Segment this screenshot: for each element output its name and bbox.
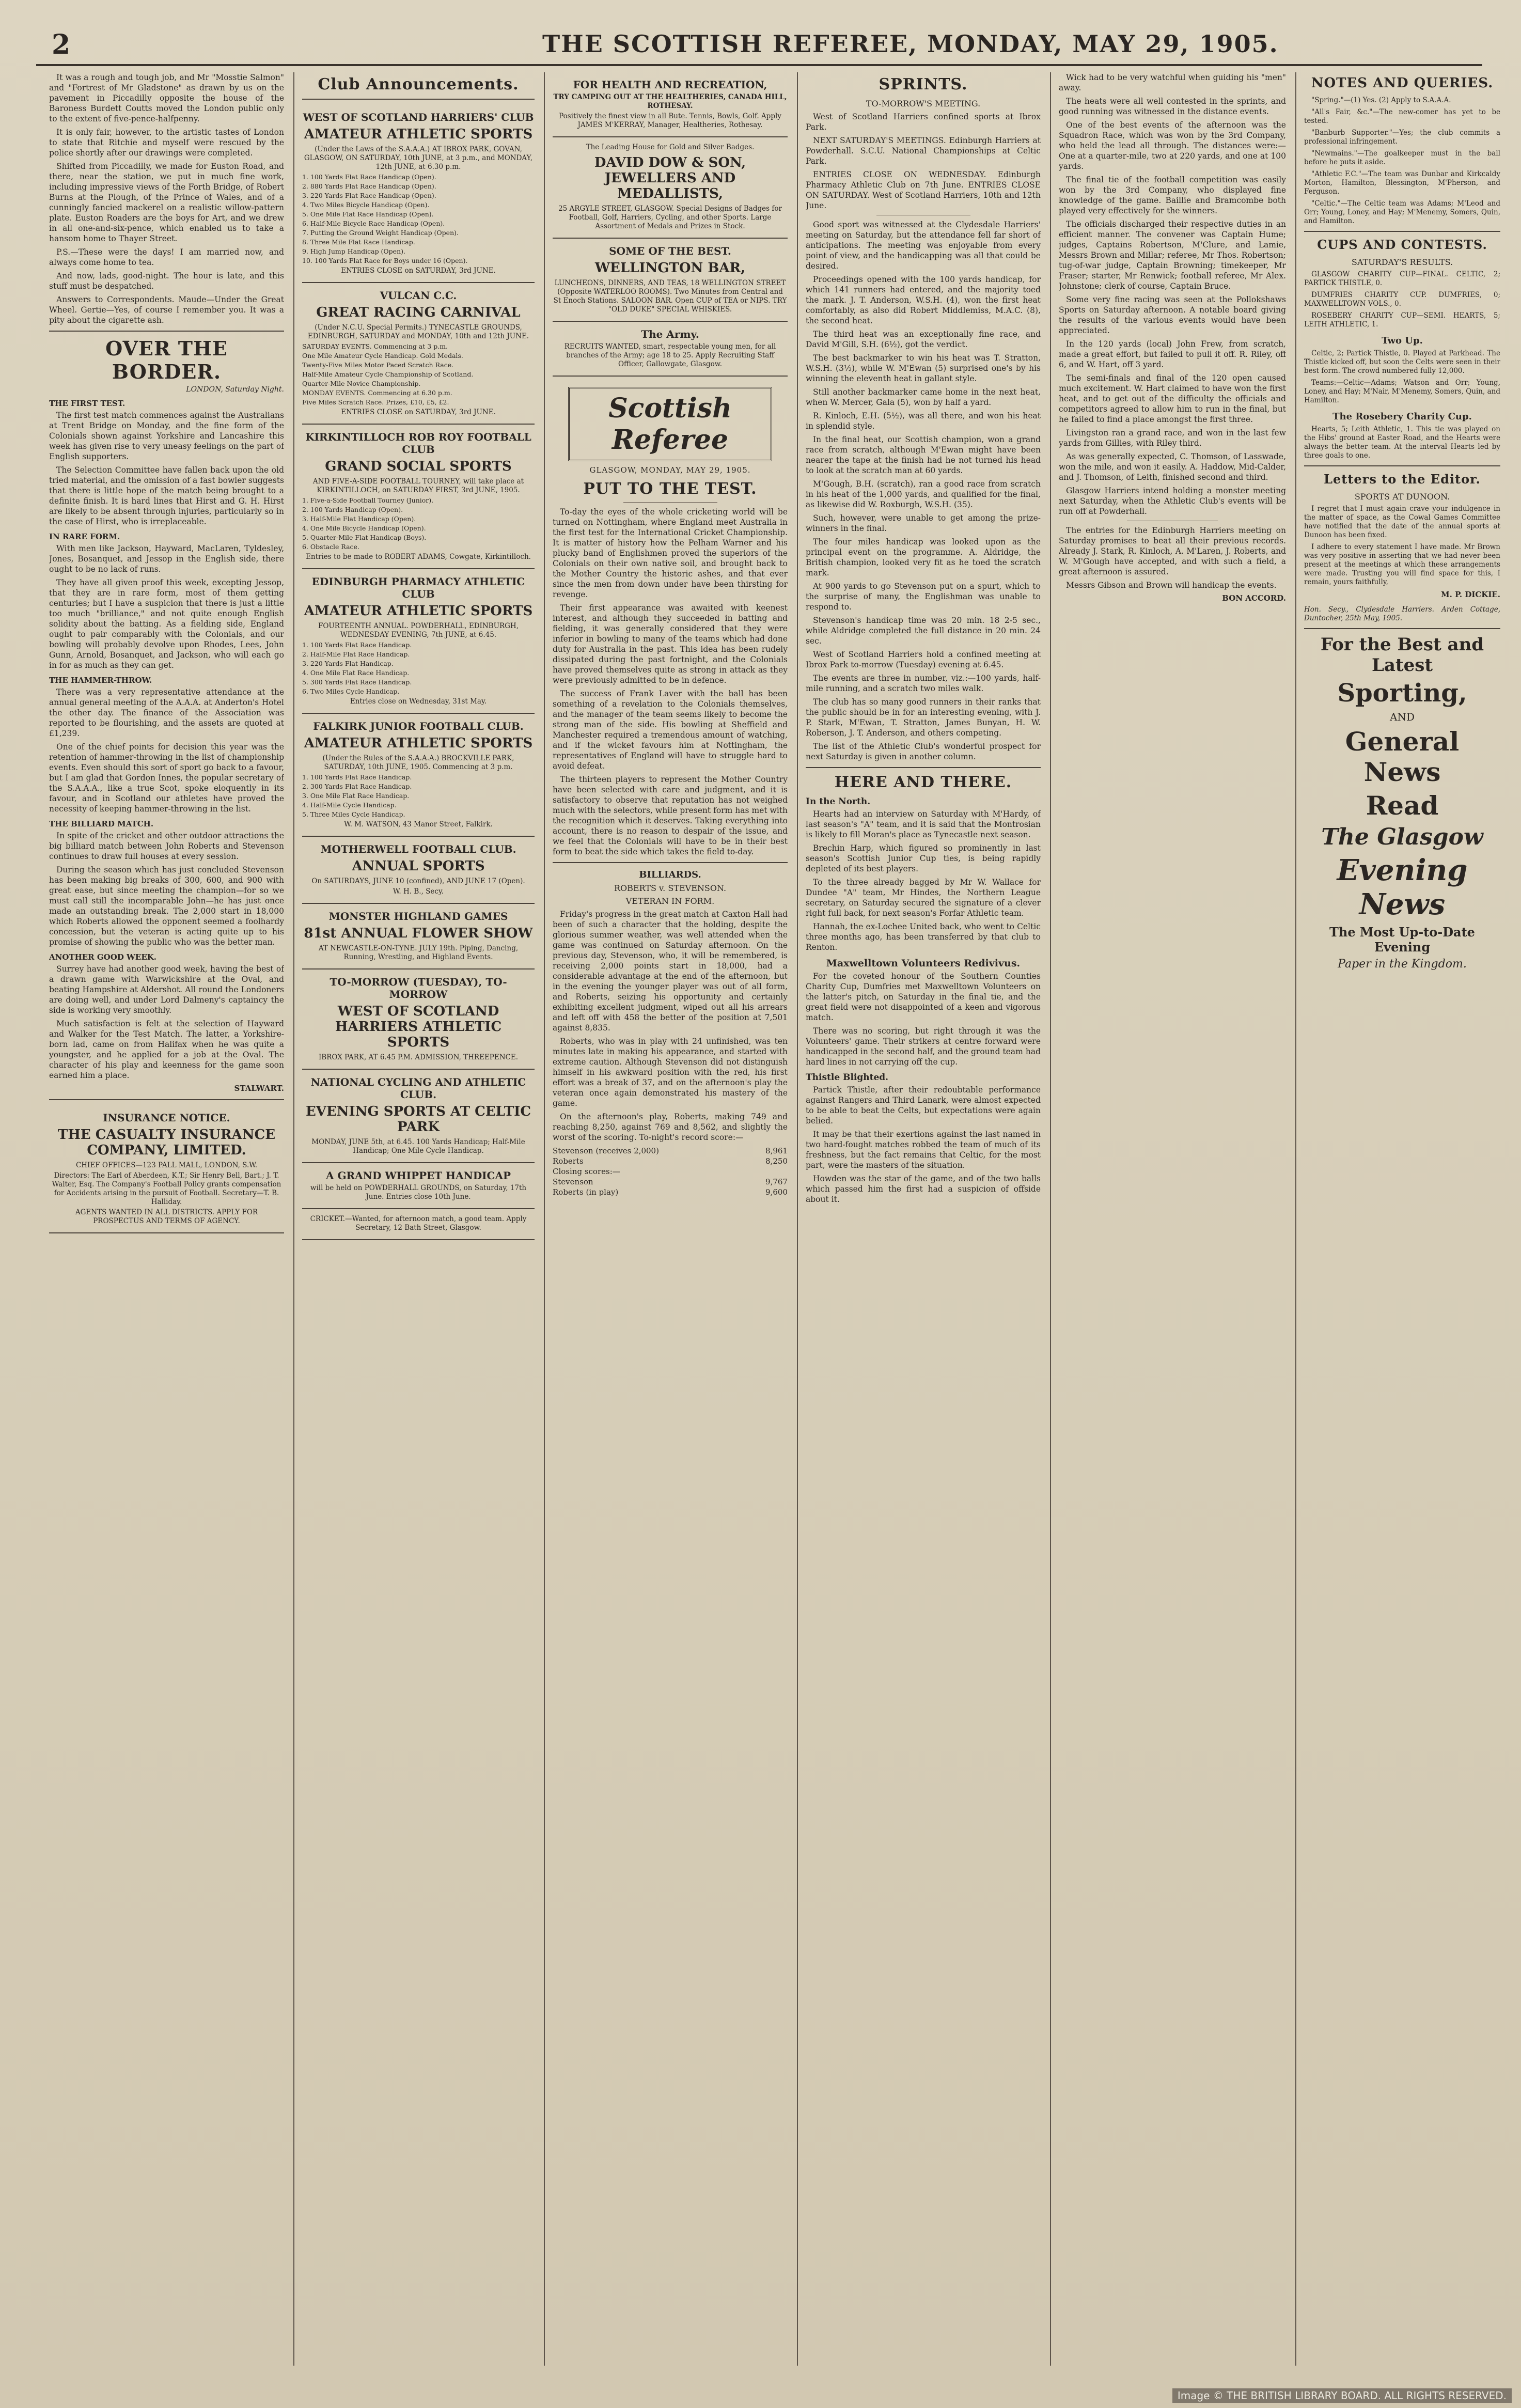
- ad-body: MONDAY, JUNE 5th, at 6.45. 100 Yards Handicap; Half-Mile Handicap; One Mile Cycle Handicap.: [311, 1138, 525, 1155]
- promo-line: For the Best and Latest: [1320, 634, 1484, 676]
- advertisement: [553, 322, 788, 377]
- article-paragraph: GLASGOW CHARITY CUP—FINAL. CELTIC, 2; PARTICK THISTLE, 0.: [1304, 270, 1500, 287]
- ad-heading: NATIONAL CYCLING AND ATHLETIC CLUB.: [310, 1076, 526, 1101]
- subheading: ANOTHER GOOD WEEK.: [49, 952, 157, 962]
- ad-title: GRAND SOCIAL SPORTS: [325, 459, 512, 474]
- score-player: Stevenson (receives 2,000): [553, 1146, 659, 1155]
- score-value: 9,767: [765, 1177, 788, 1186]
- article-paragraph: The semi-finals and final of the 120 open caused much excitement. W. Hart claimed to have won the first heat, and to get out of the difficulty the officials and competitors agreed to allow him to run in the final, but he failed to find a place amongst the first three.: [1059, 373, 1286, 424]
- column-rule: [544, 72, 545, 2366]
- article-paragraph: Glasgow Harriers intend holding a monster meeting next Saturday, when the Athletic Club's events will be run off at Powderhall.: [1059, 486, 1286, 516]
- column-rule: [797, 72, 798, 2366]
- article-paragraph: Hearts, 5; Leith Athletic, 1. This tie was played on the Hibs' ground at Easter Road, and the Hearts were always the better team. At the interval Hearts led by three goals to one.: [1304, 425, 1500, 460]
- article-paragraph: Surrey have had another good week, having the best of a drawn game with Warwickshire at the Oval, and beating Hampshire at Aldershot. All round the Londoners are doing well, and under Lord Dalmeny's captaincy the side is working very smoothly.: [49, 964, 284, 1015]
- divider: [623, 502, 717, 503]
- event-list-item: Five Miles Scratch Race. Prizes, £10, £5, £2.: [302, 398, 449, 406]
- event-list-item: One Mile Amateur Cycle Handicap. Gold Medals.: [302, 352, 463, 359]
- article-paragraph: To the three already bagged by Mr W. Wallace for Dundee "A" team, Mr Hindes, the Northern League secretary, on Saturday secured the signature of a clever right full back, for next season's Forfar Athletic team.: [806, 878, 1041, 918]
- ad-body: IBROX PARK, AT 6.45 P.M. ADMISSION, THREEPENCE.: [318, 1053, 519, 1061]
- article-paragraph: In the 120 yards (local) John Frew, from scratch, made a great effort, but failed to pull it off. R. Riley, off 6, and W. Hart, off 3 yard.: [1059, 339, 1286, 369]
- article-paragraph: Hearts had an interview on Saturday with M'Hardy, of last season's "A" team, and it is said that the Montrosian is likely to fill Moran's place as Tynecastle next season.: [806, 809, 1041, 839]
- ad-title: 81st ANNUAL FLOWER SHOW: [304, 926, 533, 941]
- article-paragraph: It may be that their exertions against the last named in two hard-fought matches robbed the team of much of its freshness, but the fact remains that Celtic, for the most part, were the masters of the situation.: [806, 1130, 1041, 1170]
- section-title: BILLIARDS.: [639, 869, 701, 880]
- ad-heading: MOTHERWELL FOOTBALL CLUB.: [320, 843, 516, 855]
- article-paragraph: The final tie of the football competition was easily won by the 3rd Company, who displayed fine knowledge of the game. Baillie and Bramcombe both played very effectively for the winners.: [1059, 175, 1286, 215]
- score-value: 8,961: [765, 1146, 788, 1155]
- subheading: SATURDAY'S RESULTS.: [1351, 257, 1453, 267]
- ad-footer: Entries close on Wednesday, 31st May.: [350, 697, 487, 706]
- article-paragraph: Brechin Harp, which figured so prominently in last season's Scottish Junior Cup ties, is being rapidly depleted of its best players.: [806, 843, 1041, 873]
- divider: [49, 1099, 284, 1100]
- event-list-item: 5. One Mile Flat Race Handicap (Open).: [302, 210, 434, 218]
- article-paragraph: They have all given proof this week, excepting Jessop, that they are in rare form, most of them getting centuries; but I have a suspicion that there is just a little too much "brilliance," and not quite enough English solidity about the batting. As a fielding side, England ought to pair comparably with the Colonials, and our bowling will probably devolve upon Rhodes, Lees, John Gunn, Arnold, Bosanquet, and Jackson, who will each go in for as much as they can get.: [49, 578, 284, 670]
- event-list-item: 2. 300 Yards Flat Race Handicap.: [302, 783, 412, 790]
- article-paragraph: The list of the Athletic Club's wonderful prospect for next Saturday is given in another column.: [806, 742, 1041, 761]
- event-list-item: 5. Three Miles Cycle Handicap.: [302, 810, 405, 818]
- article-paragraph: The entries for the Edinburgh Harriers meeting on Saturday promises to beat all their previous records. Already J. Stark, R. Kinloch, A. M'Laren, J. Roberts, and W. M'Gough have accepted, and with such a field, a great afternoon is assured.: [1059, 526, 1286, 576]
- subheading: THE HAMMER-THROW.: [49, 676, 152, 685]
- article-paragraph: For the coveted honour of the Southern Counties Charity Cup, Dumfries met Maxwelltown Volunteers on the latter's pitch, on Saturday in the final tie, and the great field were not disappointed of a keen and vigorous match.: [806, 972, 1041, 1022]
- club-announcement: [302, 105, 535, 283]
- match-report: [1304, 349, 1500, 405]
- subheading: THE BILLIARD MATCH.: [49, 819, 154, 828]
- article-paragraph: Hannah, the ex-Lochee United back, who went to Celtic three months ago, has been transferred by that club to Renton.: [806, 922, 1041, 952]
- ad-footer: W. H. B., Secy.: [393, 887, 444, 896]
- section-title: Letters to the Editor.: [1324, 472, 1481, 487]
- advertisement: [553, 72, 788, 137]
- event-list-item: 6. Two Miles Cycle Handicap.: [302, 687, 400, 695]
- dateline: LONDON, Saturday Night.: [186, 385, 284, 394]
- article-paragraph: Shifted from Piccadilly, we made for Euston Road, and there, near the station, we put in much fine work, including impressive views of the Forth Bridge, of Robert Burns at the Plough, of the Prince of Wales, and of a cunningly fancied mackerel on a realistic willow-pattern plate. Euston Roaders are the boys for Art, and we drew in all one-and-six-pence, which enabled us to take a hansom home to Thayer Street.: [49, 162, 284, 243]
- score-row: [553, 1187, 788, 1197]
- event-list-item: 1. Five-a-Side Football Tourney (Junior).: [302, 496, 434, 504]
- ad-body: (Under N.C.U. Special Permits.) TYNECASTLE GROUNDS, EDINBURGH, SATURDAY and MONDAY, 10th and 12th JUNE.: [307, 323, 529, 340]
- page-number: 2: [52, 29, 71, 60]
- ad-footer: W. M. WATSON, 43 Manor Street, Falkirk.: [344, 820, 493, 828]
- event-list-item: 2. 100 Yards Handicap (Open).: [302, 506, 403, 513]
- event-list-item: 6. Obstacle Race.: [302, 543, 359, 551]
- maxwelltown-report: [806, 971, 1041, 1067]
- promo-line: The Glasgow: [1321, 824, 1483, 850]
- evening-news-promo: [1304, 634, 1500, 971]
- club-announcement: [302, 283, 535, 425]
- ad-heading: EDINBURGH PHARMACY ATHLETIC CLUB: [311, 575, 525, 600]
- article-paragraph: The best backmarker to win his heat was T. Stratton, W.S.H. (3½), while W. M'Ewan (5) surprised one's by his winning the eleventh heat in gallant style.: [806, 353, 1041, 383]
- ad-heading: SOME OF THE BEST.: [609, 245, 731, 257]
- article-paragraph: The club has so many good runners in their ranks that the public should be in for an interesting evening, with J. P. Stark, M'Ewan, T. Stratton, James Bunyan, H. W. Roberson, J. T. Anderson, and others competing.: [806, 697, 1041, 738]
- article-paragraph: I adhere to every statement I have made. Mr Brown was very positive in asserting that we had never been present at the meetings at which these arrangements were made. Trusting you will find space for this, I remain, yours faithfully,: [1304, 543, 1500, 586]
- ad-footer: ENTRIES CLOSE on SATURDAY, 3rd JUNE.: [341, 408, 496, 416]
- ad-footer: ENTRIES CLOSE on SATURDAY, 3rd JUNE.: [341, 267, 496, 275]
- score-table: [553, 1146, 788, 1197]
- divider: [1304, 231, 1500, 232]
- masthead-rule: [36, 64, 1482, 66]
- event-list-item: 4. One Mile Flat Race Handicap.: [302, 669, 410, 677]
- column-2: [302, 72, 535, 2366]
- score-row: [553, 1156, 788, 1166]
- club-announcement: [302, 1163, 535, 1209]
- masthead-logo: [568, 387, 772, 461]
- ad-heading: MONSTER HIGHLAND GAMES: [328, 910, 508, 922]
- image-credit: Image © THE BRITISH LIBRARY BOARD. ALL RIGHTS RESERVED.: [1172, 2388, 1512, 2403]
- event-list-item: 1. 100 Yards Flat Race Handicap.: [302, 641, 412, 649]
- promo-line: AND: [1390, 711, 1415, 723]
- divider: [302, 99, 535, 100]
- ad-title: AMATEUR ATHLETIC SPORTS: [304, 736, 533, 751]
- event-list-item: SATURDAY EVENTS. Commencing at 3 p.m.: [302, 342, 448, 350]
- divider: [553, 862, 788, 863]
- section-title: OVER THE BORDER.: [105, 337, 228, 383]
- advertisement: [553, 239, 788, 322]
- ad-body: LUNCHEONS, DINNERS, AND TEAS, 18 WELLINGTON STREET (Opposite WATERLOO ROOMS). Two Minutes from Central and St Enoch Stations. SALOON BAR. Open CUP of TEA or NIPS. TRY "OLD DUKE" SPECIAL WHISKIES.: [553, 279, 787, 314]
- article-paragraph: Still another backmarker came home in the next heat, when W. Mercer, Gala (5), won by half a yard.: [806, 387, 1041, 407]
- club-announcement: [302, 569, 535, 714]
- ad-body: 25 ARGYLE STREET, GLASGOW. Special Designs of Badges for Football, Golf, Harriers, Cycling, and other Sports. Large Assortment of Medals and Prizes in Stock.: [558, 205, 782, 230]
- article-paragraph: And now, lads, good-night. The hour is late, and this stuff must be despatched.: [49, 271, 284, 291]
- article-paragraph: West of Scotland Harriers confined sports at Ibrox Park.: [806, 112, 1041, 132]
- match-report: [1304, 425, 1500, 460]
- results-list: [1304, 270, 1500, 329]
- article-paragraph: M'Gough, B.H. (scratch), ran a good race from scratch in his heat of the 1,000 yards, and qualified for the final, as likewise did W. Roxburgh, W.S.H. (35).: [806, 479, 1041, 509]
- sports-report: [1059, 72, 1286, 517]
- article-paragraph: One of the chief points for decision this year was the retention of hammer-throwing in the list of championship events. Even should this sort of sport go back to a favour, but I am glad that Gordon Innes, the popular secretary of the S.A.A.A., like a true Scot, spoke eloquently in its favour, and in Scotland our athletes have proved the necessity of keeping hammer-throwing in the list.: [49, 742, 284, 814]
- event-list-item: 3. 220 Yards Flat Handicap.: [302, 660, 394, 667]
- promo-line: Sporting,: [1337, 679, 1467, 708]
- masthead: [36, 25, 1482, 61]
- article-paragraph: "Spring."—(1) Yes. (2) Apply to S.A.A.A.: [1311, 96, 1451, 104]
- ad-heading: FOR HEALTH AND RECREATION,: [573, 79, 767, 91]
- ad-footer: AGENTS WANTED IN ALL DISTRICTS. APPLY FOR PROSPECTUS AND TERMS OF AGENCY.: [75, 1208, 258, 1225]
- ad-body: FOURTEENTH ANNUAL. POWDERHALL, EDINBURGH, WEDNESDAY EVENING, 7th JUNE, at 6.45.: [318, 622, 519, 639]
- column-3: [553, 72, 788, 2366]
- subheading: IN RARE FORM.: [49, 532, 120, 541]
- divider: [49, 331, 284, 332]
- event-list-item: 8. Three Mile Flat Race Handicap.: [302, 238, 415, 246]
- subheading: SPORTS AT DUNOON.: [1354, 492, 1450, 502]
- insurance-notice: [49, 1105, 284, 1233]
- divider: [1304, 628, 1500, 629]
- column-4: [806, 72, 1041, 2366]
- divider: [806, 767, 1041, 768]
- ad-body: (Under the Laws of the S.A.A.A.) AT IBROX PARK, GOVAN, GLASGOW, ON SATURDAY, 10th JUNE, at 3 p.m., and MONDAY, 12th JUNE, at 6.30 p.m.: [304, 145, 533, 171]
- ad-heading: FALKIRK JUNIOR FOOTBALL CLUB.: [313, 720, 524, 732]
- ad-body: will be held on POWDERHALL GROUNDS, on Saturday, 17th June. Entries close 10th June.: [310, 1184, 527, 1201]
- ad-title: EVENING SPORTS AT CELTIC PARK: [305, 1104, 531, 1135]
- score-row: [553, 1146, 788, 1156]
- article-paragraph: Some very fine racing was seen at the Pollokshaws Sports on Saturday afternoon. A notable board giving the results of the various events would have been appreciated.: [1059, 295, 1286, 335]
- event-list-item: 10. 100 Yards Flat Race for Boys under 16 (Open).: [302, 257, 468, 264]
- subheading: In the North.: [806, 796, 871, 807]
- article-paragraph: The thirteen players to represent the Mother Country have been selected with care and judgment, and it is satisfactory to observe that reputation has not weighed much with the selectors, while present form has met with the recognition which it deserves. Taking everything into account, there is no reason to despair of the issue, and we feel that the Colonials will have to be in their best form to beat the side which takes the field to-day.: [553, 775, 788, 856]
- subheading: Two Up.: [1382, 335, 1423, 346]
- article-paragraph: P.S.—These were the days! I am married now, and always come home to tea.: [49, 247, 284, 267]
- article-paragraph: "Banburb Supporter."—Yes; the club commits a professional infringement.: [1304, 129, 1500, 146]
- club-announcements: [302, 105, 535, 1240]
- club-announcement: [302, 1070, 535, 1163]
- ad-title: ANNUAL SPORTS: [352, 858, 485, 874]
- article-paragraph: To-day the eyes of the whole cricketing world will be turned on Nottingham, where England meet Australia in the first test for the International Cricket Championship. It is matter of history how the Pelham Warner and his plucky band of Englishmen proved the superiors of the Colonials on their own native soil, and brought back to the Mother Country the historic ashes, and that ever since the men from down under have been thirsting for revenge.: [553, 507, 788, 599]
- score-player: Closing scores:—: [553, 1167, 620, 1176]
- event-list-item: 5. Quarter-Mile Flat Handicap (Boys).: [302, 534, 427, 541]
- letter-address: Hon. Secy., Clydesdale Harriers. Arden Cottage, Duntocher, 25th May, 1905.: [1304, 605, 1500, 622]
- ad-heading: INSURANCE NOTICE.: [103, 1112, 230, 1124]
- section-title: HERE AND THERE.: [834, 773, 1012, 791]
- article-paragraph: Their first appearance was awaited with keenest interest, and although they succeeded in batting and fielding, it was generally considered that they were inferior in bowling to many of the teams which had done duty for Australia in the past. This idea has been rudely dissipated during the past fortnight, and the Colonials have proved themselves quite as strong in attack as they were previously admitted to be in defence.: [553, 603, 788, 685]
- event-list-item: 1. 100 Yards Flat Race Handicap (Open).: [302, 173, 436, 181]
- divider: [1304, 465, 1500, 466]
- event-list-item: MONDAY EVENTS. Commencing at 6.30 p.m.: [302, 389, 452, 397]
- ad-body: RECRUITS WANTED, smart, respectable young men, for all branches of the Army; age 18 to 25. Apply Recruiting Staff Officer, Gallowgate, Glasgow.: [564, 342, 776, 368]
- north-report: [806, 809, 1041, 952]
- ad-body: CRICKET.—Wanted, for afternoon match, a good team. Apply Secretary, 12 Bath Street, Glasgow.: [310, 1215, 527, 1232]
- editorial-title: PUT TO THE TEST.: [583, 480, 757, 498]
- article-paragraph: I regret that I must again crave your indulgence in the matter of space, as the Cowal Games Committee have notified that the date of the annual sports at Dunoon has been fixed.: [1304, 505, 1500, 539]
- article-paragraph: In the final heat, our Scottish champion, won a grand race from scratch, although M'Ewan might have been nearer the tape at the finish had he not turned his head to look at the scratch man at 60 yards.: [806, 435, 1041, 475]
- article-paragraph: Wick had to be very watchful when guiding his "men" away.: [1059, 73, 1286, 92]
- event-list-item: 4. One Mile Bicycle Handicap (Open).: [302, 524, 426, 532]
- event-list-item: 5. 300 Yards Flat Race Handicap.: [302, 678, 412, 686]
- subheading: Thistle Blighted.: [806, 1072, 889, 1083]
- letter-signature: M. P. DICKIE.: [1441, 590, 1500, 599]
- club-announcement: [302, 837, 535, 904]
- club-announcement: [302, 1209, 535, 1240]
- article-paragraph: Messrs Gibson and Brown will handicap the events.: [1066, 581, 1277, 590]
- column-rule: [1050, 72, 1051, 2366]
- article-paragraph: The four miles handicap was looked upon as the principal event on the programme. A. Aldridge, the British champion, looked very fit as he toed the scratch mark.: [806, 537, 1041, 577]
- column-1: [49, 72, 284, 2366]
- article-paragraph: Howden was the star of the game, and of the two balls which passed him the first had a suspicion of offside about it.: [806, 1174, 1041, 1204]
- ad-body: Positively the finest view in all Bute. Tennis, Bowls, Golf. Apply JAMES M'KERRAY, Manager, Healtheries, Rothesay.: [559, 112, 781, 129]
- article-paragraph: The success of Frank Laver with the ball has been something of a revelation to the Colonials themselves, and the manager of the team seems likely to become the strong man of the side. His bowling at Sheffield and Manchester required a tremendous amount of watching, and if the wicket favours him at Nottingham, the representatives of England will have to struggle hard to avoid defeat.: [553, 689, 788, 771]
- thistle-report: [806, 1085, 1041, 1205]
- sports-report: [1059, 525, 1286, 590]
- article-paragraph: "Athletic F.C."—The team was Dunbar and Kirkcaldy Morton, Hamilton, Blessington, M'Pherson, and Ferguson.: [1304, 170, 1500, 196]
- article-paragraph: DUMFRIES CHARITY CUP. DUMFRIES, 0; MAXWELLTOWN VOLS., 0.: [1304, 291, 1500, 308]
- section-title: SPRINTS.: [879, 75, 968, 93]
- event-list-item: Half-Mile Amateur Cycle Championship of Scotland.: [302, 370, 474, 378]
- letter-body: [1304, 505, 1500, 587]
- column-rule: [1295, 72, 1296, 2366]
- ad-title: AMATEUR ATHLETIC SPORTS: [304, 603, 533, 619]
- score-row: [553, 1177, 788, 1187]
- article-paragraph: Roberts, who was in play with 24 unfinished, was ten minutes late in making his appearance, and started with extreme caution. Although Stevenson did not distinguish himself in his awkward position with the red, his first effort was a break of 37, and on the afternoon's play the veteran once again demonstrated his mastery of the game.: [553, 1037, 788, 1108]
- promo-line: Evening News: [1337, 853, 1468, 921]
- article-paragraph: R. Kinloch, E.H. (5½), was all there, and won his heat in splendid style.: [806, 411, 1041, 431]
- article-paragraph: Good sport was witnessed at the Clydesdale Harriers' meeting on Saturday, but the attendance fell far short of anticipations. The meeting was enjoyable from every point of view, and the handicapping was all that could be desired.: [806, 220, 1041, 271]
- article-paragraph: ENTRIES CLOSE ON WEDNESDAY. Edinburgh Pharmacy Athletic Club on 7th June. ENTRIES CLOSE ON SATURDAY. West of Scotland Harriers, 10th and 12th June.: [806, 170, 1041, 210]
- ad-heading: KIRKINTILLOCH ROB ROY FOOTBALL CLUB: [305, 431, 531, 456]
- score-player: Stevenson: [553, 1177, 593, 1186]
- score-player: Roberts (in play): [553, 1187, 619, 1197]
- ad-heading: The Army.: [641, 328, 699, 340]
- dateline: GLASGOW, MONDAY, MAY 29, 1905.: [589, 465, 751, 475]
- article-paragraph: "Newmains."—The goalkeeper must in the ball before he puts it aside.: [1304, 149, 1500, 166]
- article-paragraph: NEXT SATURDAY'S MEETINGS. Edinburgh Harriers at Powderhall. S.C.U. National Championships at Celtic Park.: [806, 136, 1041, 166]
- section-title: NOTES AND QUERIES.: [1311, 75, 1494, 91]
- event-list-item: 3. One Mile Flat Race Handicap.: [302, 792, 410, 800]
- section-title: Club Announcements.: [318, 75, 519, 93]
- article-paragraph: "Celtic."—The Celtic team was Adams; M'Leod and Orr; Young, Loney, and Hay; M'Menemy, Somers, Quin, and Hamilton.: [1304, 199, 1500, 225]
- club-announcement: [302, 904, 535, 970]
- article-paragraph: Friday's progress in the great match at Caxton Hall had been of such a character that the holding, despite the glorious summer weather, was well attended when the game was continued on Saturday afternoon. On the previous day, Stevenson, who, it will be remembered, is receiving 2,000 points start in 18,000, had a considerable advantage at the end of the afternoon, but in the evening the younger player was out of all form, and Roberts, seizing his opportunity and certainly exhibiting excellent judgment, wiped out all his arrears and left off with 458 the better of the position at 7,501 against 8,835.: [553, 910, 788, 1033]
- article-paragraph: "All's Fair, &c."—The new-comer has yet to be tested.: [1304, 108, 1500, 125]
- subheading: Maxwelltown Volunteers Redivivus.: [826, 958, 1021, 969]
- article-paragraph: With men like Jackson, Hayward, MacLaren, Tyldesley, Jones, Bosanquet, and Jessop in the English side, there ought to be no lack of runs.: [49, 544, 284, 574]
- article-paragraph: Such, however, were unable to get among the prize-winners in the final.: [806, 513, 1041, 533]
- event-list-item: 7. Putting the Ground Weight Handicap (Open).: [302, 229, 459, 237]
- article-paragraph: Answers to Correspondents. Maude—Under the Great Wheel. Gertie—Yes, of course I remember you. It was a pity about the cigarette ash.: [49, 295, 284, 325]
- column-6: [1304, 72, 1500, 2366]
- event-list-item: 3. Half-Mile Flat Handicap (Open).: [302, 515, 416, 523]
- article-paragraph: In spite of the cricket and other outdoor attractions the big billiard match between John Roberts and Stevenson continues to draw full houses at every session.: [49, 831, 284, 861]
- event-list-item: 9. High Jump Handicap (Open).: [302, 247, 405, 255]
- masthead-title: THE SCOTTISH REFEREE, MONDAY, MAY 29, 1905.: [542, 30, 1279, 58]
- ad-company: THE CASUALTY INSURANCE COMPANY, LIMITED.: [57, 1127, 276, 1158]
- column-5: [1059, 72, 1286, 2366]
- event-list-item: 4. Half-Mile Cycle Handicap.: [302, 801, 397, 809]
- article-paragraph: The heats were all well contested in the sprints, and good running was witnessed in the distance events.: [1059, 97, 1286, 116]
- ad-title: AMATEUR ATHLETIC SPORTS: [304, 127, 533, 142]
- promo-line: Paper in the Kingdom.: [1338, 958, 1467, 971]
- ad-body: On SATURDAYS, JUNE 10 (confined), AND JUNE 17 (Open).: [311, 877, 525, 885]
- ad-footer: Entries to be made to ROBERT ADAMS, Cowgate, Kirkintilloch.: [306, 553, 531, 561]
- subheading: ROBERTS v. STEVENSON.: [614, 883, 727, 893]
- article-paragraph: Stevenson's handicap time was 20 min. 18 2-5 sec., while Aldridge completed the full distance in 20 min. 24 sec.: [806, 616, 1041, 646]
- subheading: VETERAN IN FORM.: [625, 896, 715, 906]
- ad-body: AND FIVE-A-SIDE FOOTBALL TOURNEY, will take place at KIRKINTILLOCH, on SATURDAY FIRST, 3rd JUNE, 1905.: [312, 477, 524, 494]
- event-list-item: Quarter-Mile Novice Championship.: [302, 380, 421, 387]
- section-title: CUPS AND CONTESTS.: [1317, 237, 1487, 252]
- article-paragraph: On the afternoon's play, Roberts, making 749 and reaching 8,250, against 769 and 8,562, and slightly the worst of the scoring. To-night's record score:—: [553, 1112, 788, 1142]
- event-list-item: 3. 220 Yards Flat Race Handicap (Open).: [302, 192, 436, 199]
- article-paragraph: The Selection Committee have fallen back upon the old tried material, and the omission of a fast bowler suggests that there is little hope of the match being brought to a definite finish. It is hard lines that Hirst and G. H. Hirst are likely to be absent through injuries, particularly so in the case of Hirst, who is irreplaceable.: [49, 465, 284, 526]
- promo-line: General News: [1345, 726, 1460, 787]
- event-list-item: 4. Two Miles Bicycle Handicap (Open).: [302, 201, 430, 209]
- ad-title: WEST OF SCOTLAND HARRIERS ATHLETIC SPORTS: [335, 1004, 502, 1050]
- ad-heading: TO-MORROW (TUESDAY), TO-MORROW: [330, 976, 507, 1000]
- article-paragraph: The officials discharged their respective duties in an efficient manner. The convener was Captain Hume; judges, Captains Robertson, M'Clure, and Lamie, Messrs Brown and Millar; referee, Mr Thos. Robertson; tug-of-war judge, Captain Browning; timekeeper, Mr Fraser; starter, Mr Renwick; football referee, Mr Alex. Johnstone; clerk of course, Captain Bruce.: [1059, 220, 1286, 291]
- author-signature: STALWART.: [234, 1084, 284, 1093]
- ad-title: GREAT RACING CARNIVAL: [316, 305, 521, 320]
- promo-line: Read: [1366, 790, 1439, 821]
- article-paragraph: The events are three in number, viz.:—100 yards, half-mile running, and a scratch two miles walk.: [806, 674, 1041, 693]
- article-paragraph: ROSEBERY CHARITY CUP—SEMI. HEARTS, 5; LEITH ATHLETIC, 1.: [1304, 311, 1500, 329]
- ad-body: AT NEWCASTLE-ON-TYNE. JULY 19th. Piping, Dancing, Running, Wrestling, and Highland Events.: [318, 944, 519, 961]
- ad-title: DAVID DOW & SON, JEWELLERS AND MEDALLISTS,: [594, 155, 746, 201]
- article-paragraph: It is only fair, however, to the artistic tastes of London to state that Ritchie and myself were rescued by the police shortly after our drawings were completed.: [49, 128, 284, 158]
- article-paragraph: Livingston ran a grand race, and won in the last few yards from Gillies, with Riley third.: [1059, 428, 1286, 448]
- ad-title: TRY CAMPING OUT AT THE HEALTHERIES, CANADA HILL, ROTHESAY.: [553, 93, 787, 110]
- article-paragraph: During the season which has just concluded Stevenson has been making big breaks of 300, 600, and 900 with great ease, but since meeting the champion—for so we must call still the incomparable John—he has just once made an outstanding break. The 2,000 start in 18,000 which Roberts allowed the opponent seemed a foolhardy concession, but the veteran is acting quite up to his promise of showing the public who was the better man.: [49, 865, 284, 947]
- ad-heading: A GRAND WHIPPET HANDICAP: [325, 1169, 511, 1182]
- ad-heading: VULCAN C.C.: [380, 289, 457, 302]
- promo-line: The Most Up-to-Date Evening: [1329, 925, 1475, 955]
- score-player: Roberts: [553, 1156, 584, 1166]
- article-paragraph: Celtic, 2; Partick Thistle, 0. Played at Parkhead. The Thistle kicked off, but soon the Celts were seen in their best form. The crowd numbered fully 12,000.: [1304, 349, 1500, 375]
- ad-offices: CHIEF OFFICES—123 PALL MALL, LONDON, S.W.: [75, 1161, 258, 1169]
- article-paragraph: Partick Thistle, after their redoubtable performance against Rangers and Third Lanark, were almost expected to be able to beat the Celts, but expectations were again belied.: [806, 1085, 1041, 1125]
- club-announcement: [302, 970, 535, 1070]
- event-list-item: 1. 100 Yards Flat Race Handicap.: [302, 773, 412, 781]
- ad-heading: The Leading House for Gold and Silver Badges.: [586, 143, 755, 151]
- event-list-item: Twenty-Five Miles Motor Paced Scratch Race.: [302, 361, 454, 369]
- column-rule: [293, 72, 294, 2366]
- advertisement: [553, 137, 788, 239]
- ad-body: Directors: The Earl of Aberdeen, K.T.; Sir Henry Bell, Bart.; J. T. Walter, Esq. The Company's Football Policy grants compensation for Accidents arising in the pursuit of Football. Secretary—T. B. Halliday.: [52, 1171, 281, 1206]
- sprints-report: [806, 220, 1041, 762]
- event-list-item: 6. Half-Mile Bicycle Race Handicap (Open).: [302, 220, 445, 227]
- score-value: 9,600: [765, 1187, 788, 1197]
- event-list-item: 2. 880 Yards Flat Race Handicap (Open).: [302, 182, 436, 190]
- article-paragraph: Much satisfaction is felt at the selection of Hayward and Walker for the Test Match. The latter, a Yorkshire-born lad, came on from Halifax when he was quite a youngster, and he applied for a job at the Oval. The character of his play and keenness for the game soon earned him a place.: [49, 1019, 284, 1080]
- club-announcement: [302, 425, 535, 569]
- article-paragraph: There was no scoring, but right through it was the Volunteers' game. Their strikers at centre forward were handicapped in the second half, and the ground team had hard lines in not carrying off the cup.: [806, 1026, 1041, 1067]
- article-paragraph: It was a rough and tough job, and Mr "Mosstie Salmon" and "Fortrest of Mr Gladstone" as drawn by us on the pavement in Piccadilly opposite the house of the Baroness Burdett Coutts moved the London public only to the extent of five-pence-halfpenny.: [49, 73, 284, 123]
- article-paragraph: The third heat was an exceptionally fine race, and David M'Gill, S.H. (6½), got the verdict.: [806, 330, 1041, 349]
- subheading: TO-MORROW'S MEETING.: [866, 99, 981, 108]
- article-paragraph: There was a very representative attendance at the annual general meeting of the A.A.A. at Anderton's Hotel the other day. The finance of the Association was reported to be flourishing, and the assets are quoted at £1,239.: [49, 687, 284, 738]
- logo-text: Scottish Referee: [608, 393, 732, 456]
- author-signature: BON ACCORD.: [1222, 593, 1286, 603]
- article-paragraph: West of Scotland Harriers hold a confined meeting at Ibrox Park to-morrow (Tuesday) evening at 6.45.: [806, 650, 1041, 669]
- article-paragraph: The first test match commences against the Australians at Trent Bridge on Monday, and the fine form of the Colonials shown against Yorkshire and Lancashire this week has given rise to very uneasy feelings on the part of English supporters.: [49, 411, 284, 461]
- ad-body: (Under the Rules of the S.A.A.A.) BROCKVILLE PARK, SATURDAY, 10th JUNE, 1905. Commencing at 3 p.m.: [322, 754, 514, 771]
- notes-list: [1304, 96, 1500, 226]
- score-row: [553, 1166, 788, 1177]
- article-paragraph: One of the best events of the afternoon was the Squadron Race, which was won by the 3rd Company, who held the lead all through. The distances were:—One at a quarter-mile, two at 220 yards, and one at 100 yards.: [1059, 120, 1286, 171]
- club-announcement: [302, 714, 535, 837]
- score-value: 8,250: [765, 1156, 788, 1166]
- article-paragraph: Teams:—Celtic—Adams; Watson and Orr; Young, Loney, and Hay; M'Nair, M'Menemy, Somers, Quin, and Hamilton.: [1304, 379, 1500, 404]
- subheading: THE FIRST TEST.: [49, 399, 126, 408]
- article-paragraph: As was generally expected, C. Thomson, of Lasswade, won the mile, and won it easily. A. Haddow, Mid-Calder, and J. Thomson, of Leith, finished second and third.: [1059, 452, 1286, 482]
- subheading: The Rosebery Charity Cup.: [1332, 411, 1472, 422]
- event-list-item: 2. Half-Mile Flat Race Handicap.: [302, 650, 410, 658]
- ad-title: WELLINGTON BAR,: [594, 260, 746, 276]
- article-paragraph: At 900 yards to go Stevenson put on a spurt, which to the surprise of many, the Englishman was unable to respond to.: [806, 582, 1041, 612]
- ad-heading: WEST OF SCOTLAND HARRIERS' CLUB: [303, 111, 534, 123]
- article-paragraph: Proceedings opened with the 100 yards handicap, for which 141 runners had entered, and the majority toed the mark. J. T. Anderson, W.S.H. (4), won the first heat comfortably, as also did Robert Middlemiss, M.A.C. (8), the second heat.: [806, 275, 1041, 325]
